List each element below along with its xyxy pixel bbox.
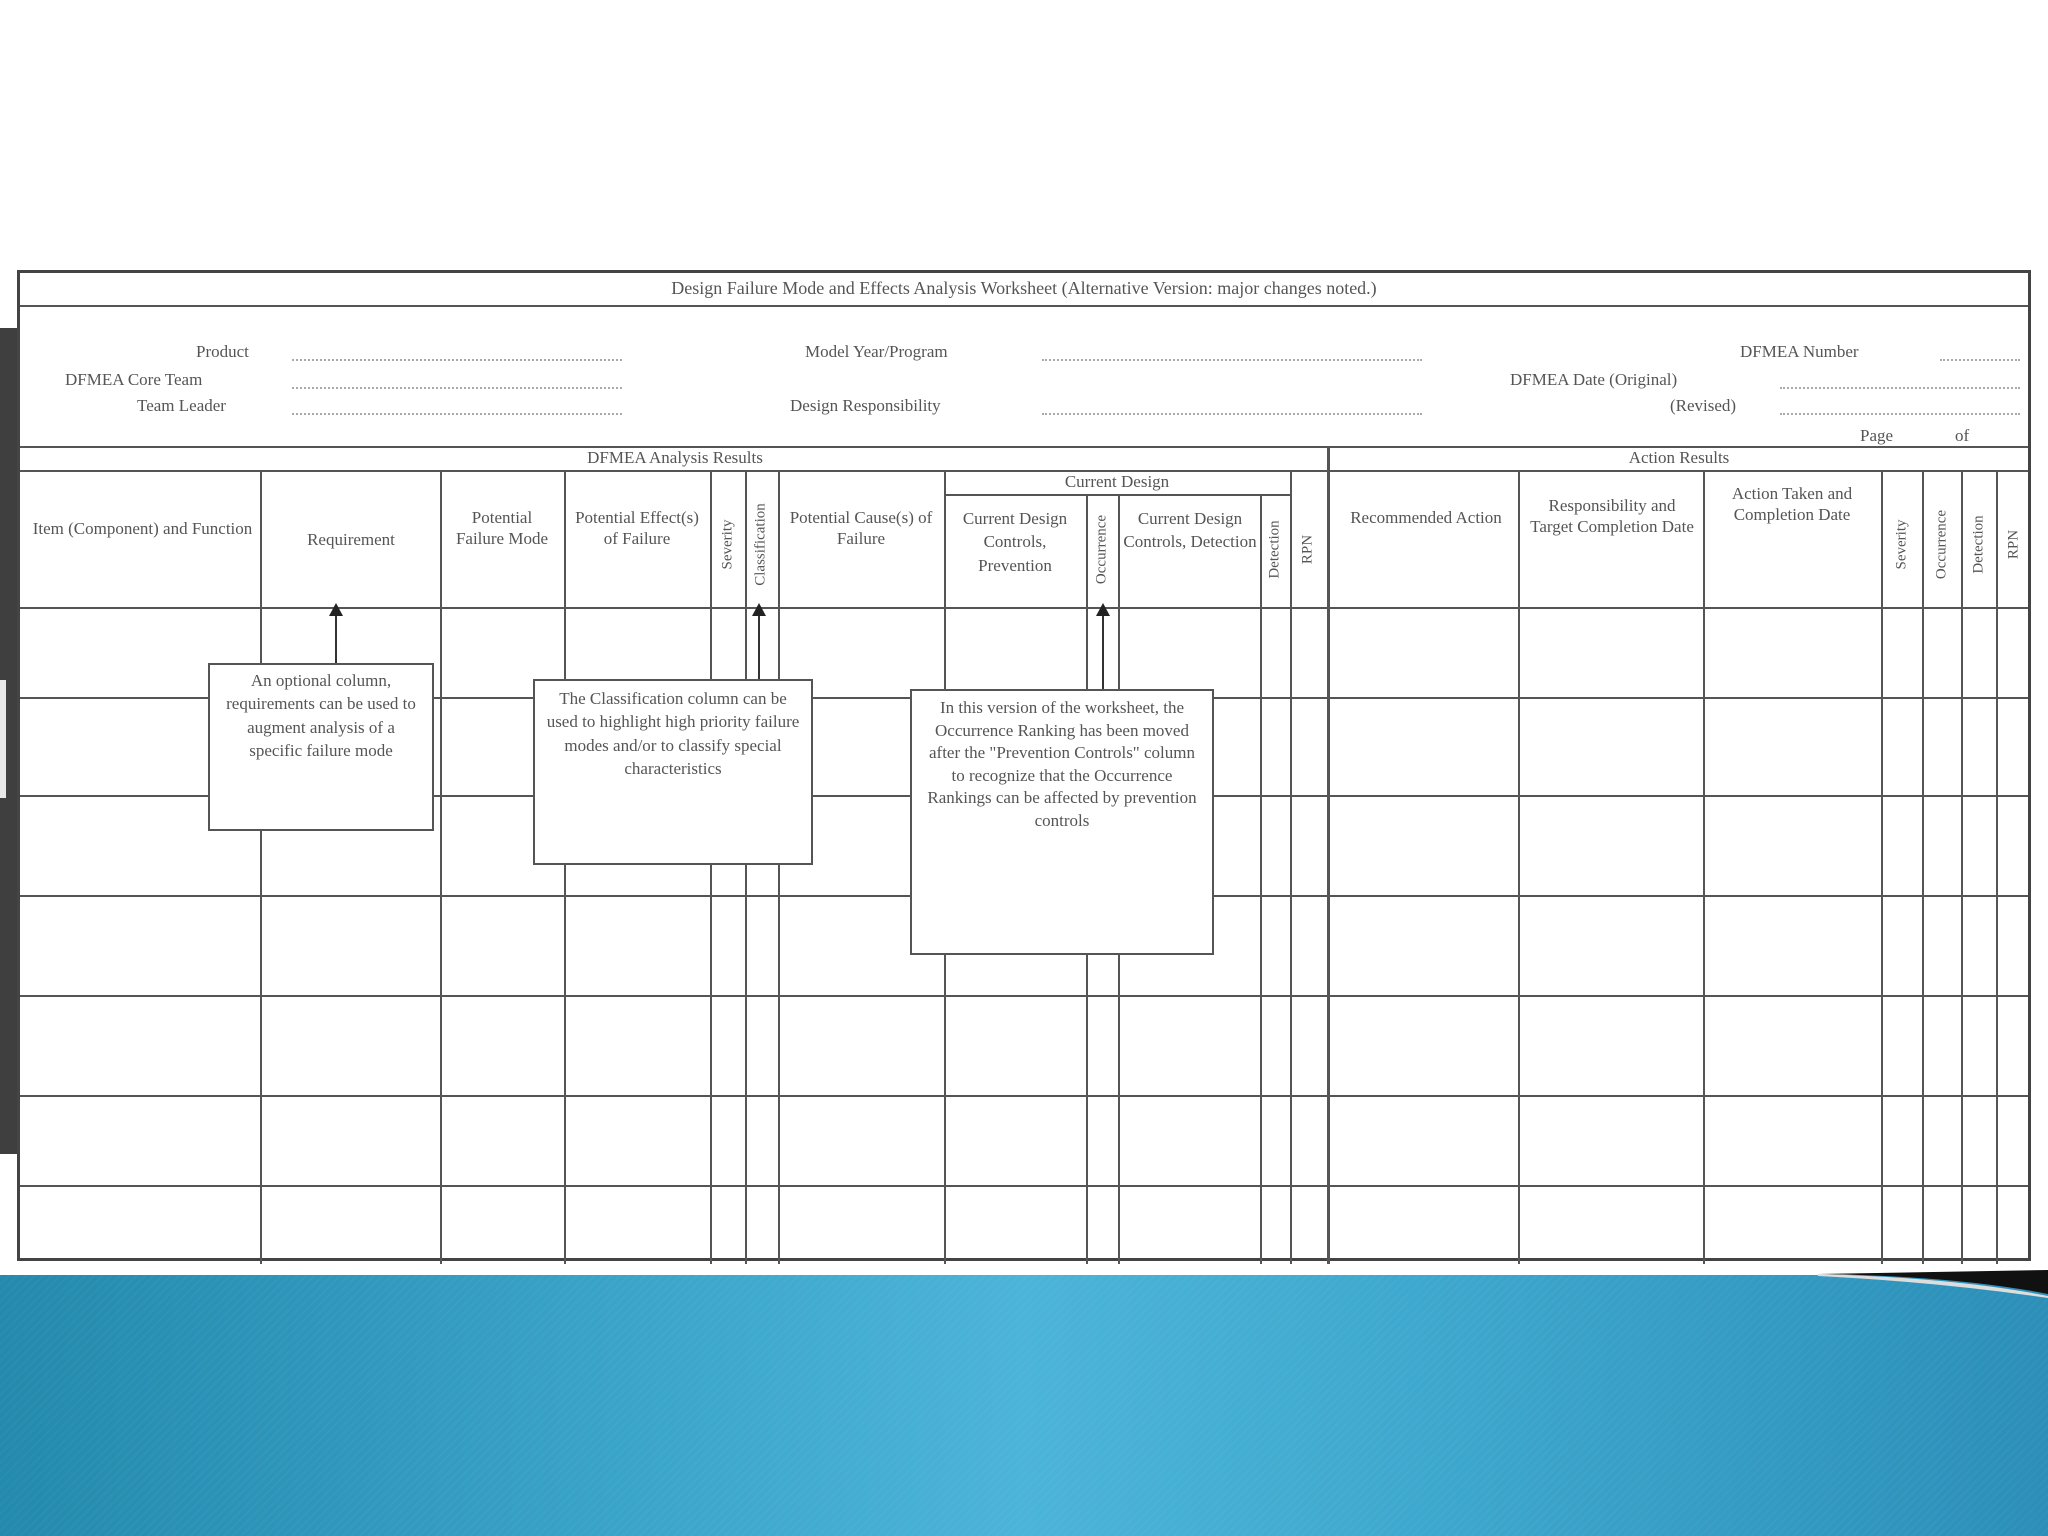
col-line [1881,470,1883,1264]
revised-blank[interactable] [1780,413,2020,415]
corner-swoosh [1818,1268,2048,1298]
header-bottom-line [20,607,2028,609]
team-leader-label: Team Leader [137,396,226,415]
col-causes-header: Potential Cause(s) of Failure [789,508,933,549]
col-requirement-header: Requirement [307,530,395,549]
col-recommended-header: Recommended Action [1350,508,1502,527]
col-severity2-header: Severity [1893,519,1910,570]
col-detection-controls-header: Current Design Controls, Detection [1123,509,1257,552]
col-effects-header: Potential Effect(s) of Failure [575,508,699,549]
classification-callout: The Classification column can be used to highlight high priority failure modes and/or to classify special characteristics [533,679,813,865]
model-year-blank[interactable] [1042,359,1422,361]
col-occurrence2-header: Occurrence [1933,509,1950,580]
col-severity-header: Severity [719,519,736,570]
dfmea-worksheet [17,270,2031,1261]
title-divider [20,305,2028,307]
product-blank[interactable] [292,359,622,361]
col-responsibility-header: Responsibility and Target Completion Date [1530,496,1694,537]
col-line [1703,470,1705,1264]
revised-label: (Revised) [1670,396,1737,415]
col-line [710,470,712,1264]
col-line [1518,470,1520,1264]
current-design-label: Current Design [1064,472,1170,491]
col-action-taken-header: Action Taken and Completion Date [1731,484,1853,525]
product-label: Product [196,342,249,361]
row-line [20,1185,2028,1187]
col-detection2-header: Detection [1970,515,1987,574]
page-label: Page [1860,426,1894,445]
col-line [1996,470,1998,1264]
col-rpn-header: RPN [1299,534,1316,565]
col-line [1922,470,1924,1264]
col-failure-mode-header: Potential Failure Mode [455,508,549,549]
worksheet-title: Design Failure Mode and Effects Analysis Worksheet (Alternative Version: major changes noted.) [671,278,1377,298]
requirement-callout: An optional column, requirements can be used to augment analysis of a specific failure mode [208,663,434,831]
col-item-header: Item (Component) and Function [32,519,253,538]
col-rpn2-header: RPN [2005,529,2022,560]
section-split-line [1327,446,1330,1264]
page-of-label: of [1955,426,1970,445]
col-occurrence-header: Occurrence [1093,514,1110,585]
design-resp-blank[interactable] [1042,413,1422,415]
col-line [1260,494,1262,1264]
col-line [1961,470,1963,1264]
col-detection-header: Detection [1266,520,1283,579]
dfmea-number-blank[interactable] [1940,359,2020,361]
col-line [260,470,262,1264]
col-line [1290,470,1292,1264]
model-year-label: Model Year/Program [805,342,948,361]
core-team-blank[interactable] [292,387,622,389]
occurrence-arrow [1102,615,1104,689]
side-tab-notch [0,680,6,798]
team-leader-blank[interactable] [292,413,622,415]
current-design-divider [944,494,1290,496]
action-section-label: Action Results [1628,448,1730,467]
design-resp-label: Design Responsibility [790,396,941,415]
col-classification-header: Classification [752,503,769,586]
col-line [745,470,747,1264]
analysis-section-label: DFMEA Analysis Results [587,448,763,467]
classification-arrow [758,615,760,679]
row-line [20,1095,2028,1097]
col-prevention-header: Current Design Controls, Prevention [962,509,1068,575]
col-line [440,470,442,1264]
row-line [20,995,2028,997]
core-team-label: DFMEA Core Team [65,370,203,389]
col-line [778,470,780,1264]
col-line [564,470,566,1264]
footer-band [0,1275,2048,1536]
dfmea-date-label: DFMEA Date (Original) [1510,370,1678,389]
dfmea-number-label: DFMEA Number [1740,342,1859,361]
requirement-arrow [335,615,337,663]
occurrence-callout: In this version of the worksheet, the Occurrence Ranking has been moved after the "Prevention Controls" column to recognize that the Occurrence Rankings can be affected by prevention controls [910,689,1214,955]
dfmea-date-blank[interactable] [1780,387,2020,389]
